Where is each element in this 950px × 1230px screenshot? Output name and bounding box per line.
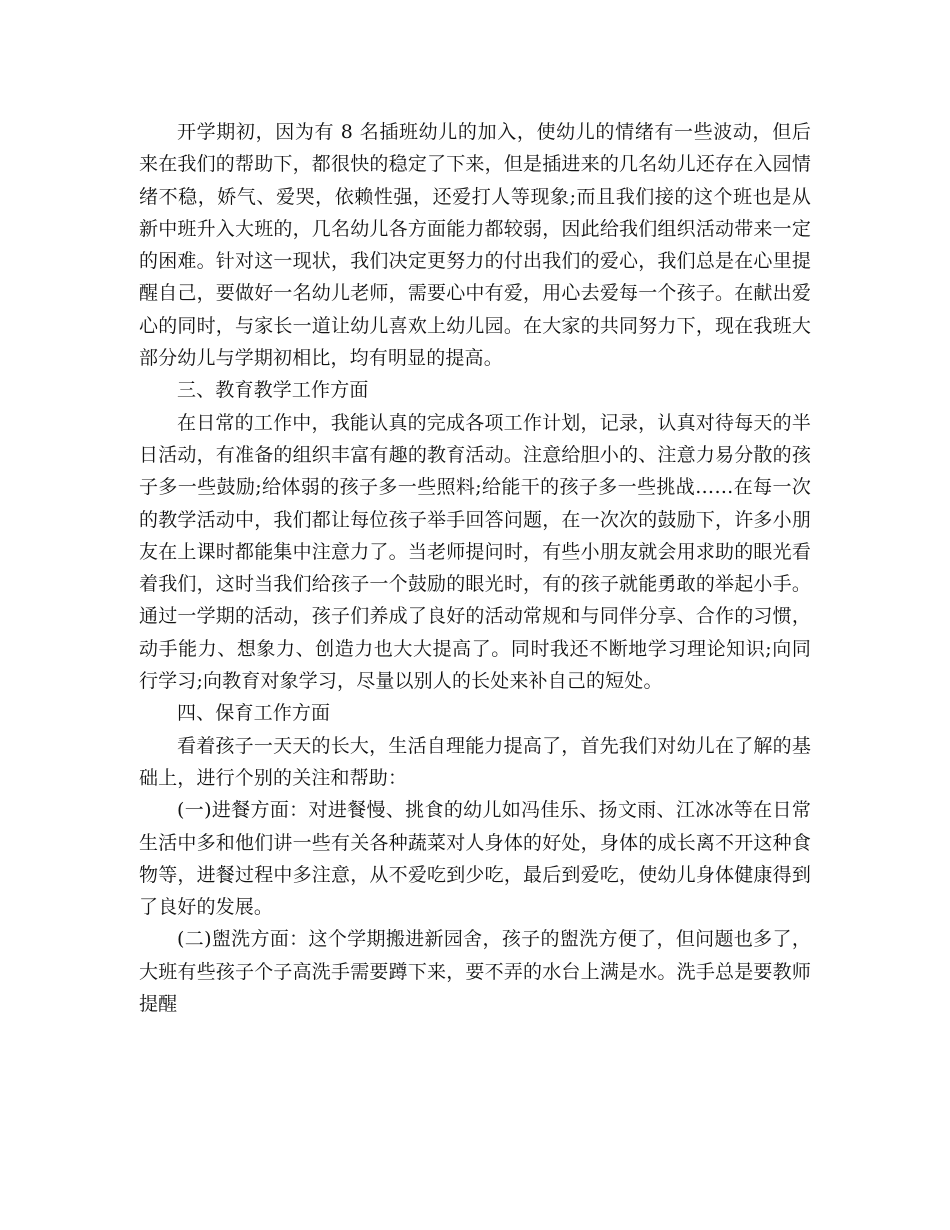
paragraph-teaching-work: 在日常的工作中，我能认真的完成各项工作计划，记录，认真对待每天的半日活动，有准备的组织丰富有趣的教育活动。注意给胆小的、注意力易分散的孩子多一些鼓励;给体弱的孩子多一些照料;给能干的孩子多一些挑战……在每一次的教学活动中，我们都让每位孩子举手回答问题，在一次次的鼓励下，许多小朋友在上课时都能集中注意力了。当老师提问时，有些小朋友就会用求助的眼光看着我们，这时当我们给孩子一个鼓励的眼光时，有的孩子就能勇敢的举起小手。通过一学期的活动，孩子们养成了良好的活动常规和与同伴分享、合作的习惯，动手能力、想象力、创造力也大大提高了。同时我还不断地学习理论知识;向同行学习;向教育对象学习，尽量以别人的长处来补自己的短处。 [139,411,811,693]
paragraph-meals: (一)进餐方面：对进餐慢、挑食的幼儿如冯佳乐、扬文雨、江冰冰等在日常生活中多和他们讲一些有关各种蔬菜对人身体的好处，身体的成长离不开这种食物等，进餐过程中多注意，从不爱吃到少吃，最后到爱吃，使幼儿身体健康得到了良好的发展。 [139,799,811,919]
document-body [139,116,811,1020]
paragraph-washing: (二)盥洗方面：这个学期搬进新园舍，孩子的盥洗方便了，但问题也多了，大班有些孩子个子高洗手需要蹲下来，要不弄的水台上满是水。洗手总是要教师提醒 [139,928,811,1016]
paragraph-care-intro: 看着孩子一天天的长大，生活自理能力提高了，首先我们对幼儿在了解的基础上，进行个别的关注和帮助： [139,734,811,789]
paragraph-intro-semester: 开学期初，因为有 8 名插班幼儿的加入，使幼儿的情绪有一些波动，但后来在我们的帮助下，都很快的稳定了下来，但是插进来的几名幼儿还存在入园情绪不稳，娇气、爱哭，依赖性强，还爱打人等现象;而且我们接的这个班也是从新中班升入大班的，几名幼儿各方面能力都较弱，因此给我们组织活动带来一定的困难。针对这一现状，我们决定更努力的付出我们的爱心，我们总是在心里提醒自己，要做好一名幼儿老师，需要心中有爱，用心去爱每一个孩子。在献出爱心的同时，与家长一道让幼儿喜欢上幼儿园。在大家的共同努力下，现在我班大部分幼儿与学期初相比，均有明显的提高。 [139,121,811,370]
section-heading-care: 四、保育工作方面 [177,702,331,725]
section-heading-teaching: 三、教育教学工作方面 [177,379,369,402]
